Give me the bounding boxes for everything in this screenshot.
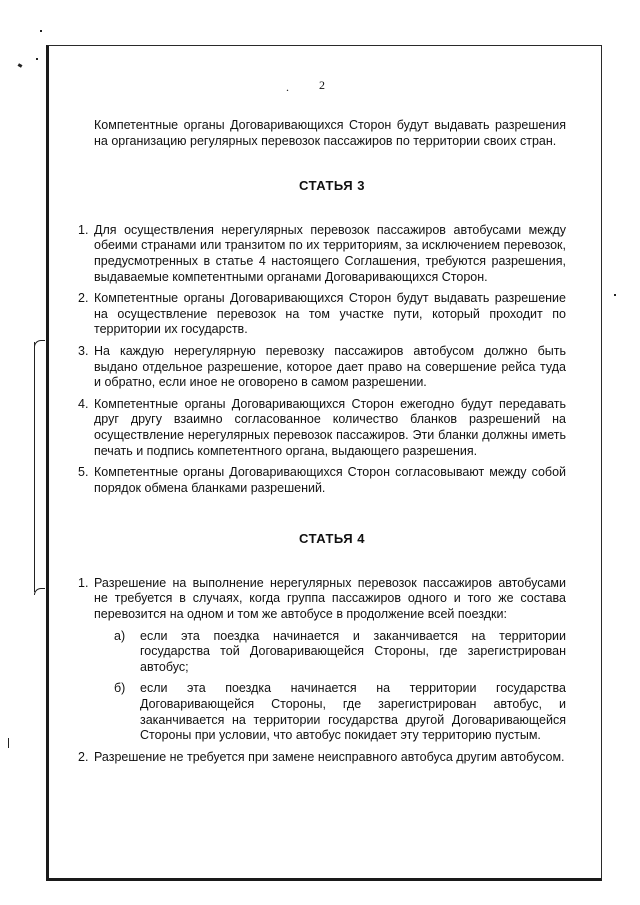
page-number (0, 78, 640, 93)
item-number: 4. (78, 396, 89, 411)
list-item (78, 291, 566, 338)
item-text: Разрешение на выполнение нерегулярных перевозок пассажиров автобусами не требуется в случаях, когда группа пассажиров одного и того же состава перевозится на одном и том же автобусе в продолжение всей поездки: (94, 575, 566, 622)
article-3-heading: СТАТЬЯ 3 (299, 178, 365, 194)
scan-speck (36, 58, 38, 60)
sub-item-text: если эта поездка начинается и заканчивается на территории государства той Договаривающейся Стороны, где зарегистрирован автобус; (140, 628, 566, 674)
article-3-list (78, 223, 566, 497)
article-4-list (78, 576, 566, 766)
page-dot: . (286, 80, 289, 94)
margin-bracket-mark (34, 342, 45, 592)
sub-item-letter: б) (114, 681, 126, 696)
list-item (78, 397, 566, 459)
item-number: 3. (78, 343, 89, 358)
scan-speck (18, 63, 23, 68)
sub-item (94, 629, 566, 676)
sub-item-text: если эта поездка начинается на территории государства Договаривающейся Стороны, где зарегистрирован автобус, и заканчивается на территории государства другой Договаривающейся Стороны при условии, что автобус покидает эту территорию пустым. (140, 681, 566, 743)
margin-bracket-mark (34, 340, 45, 347)
sub-item (94, 681, 566, 743)
item-text: Компетентные органы Договаривающихся Сторон будут выдавать разрешение на осуществление перевозок на том участке пути, который проходит по территории их государств. (94, 291, 566, 337)
item-text: Компетентные органы Договаривающихся Сторон согласовывают между собой порядок обмена бланками разрешений. (94, 465, 566, 495)
list-item (78, 344, 566, 391)
item-number: 5. (78, 465, 89, 480)
list-item (78, 576, 566, 744)
margin-bracket-mark (34, 588, 45, 595)
item-number: 2. (78, 291, 89, 306)
list-item (78, 750, 566, 766)
page-number-value: 2 (319, 78, 325, 92)
item-number: 1. (78, 575, 89, 590)
sub-item-letter: а) (114, 628, 126, 643)
item-number: 1. (78, 222, 89, 237)
scan-speck (614, 294, 616, 296)
scan-speck (8, 738, 9, 748)
item-text: Компетентные органы Договаривающихся Сторон ежегодно будут передавать друг другу взаимно согласованное количество бланков разрешений на осуществление нерегулярных перевозок пассажиров. Эти бланки должны иметь печать и подпись компетентного органа, выдающего разрешения. (94, 396, 566, 458)
list-item (78, 465, 566, 496)
item-text: На каждую нерегулярную перевозку пассажиров автобусом должно быть выдано отдельное разрешение, которое дает право на совершение рейса туда и обратно, если иное не оговорено в самом разрешении. (94, 343, 566, 390)
item-number: 2. (78, 749, 89, 764)
sub-list (94, 629, 566, 744)
scan-speck (40, 30, 42, 32)
article-4-heading: СТАТЬЯ 4 (299, 531, 365, 547)
item-text: Разрешение не требуется при замене неисправного автобуса другим автобусом. (94, 749, 565, 764)
list-item (78, 223, 566, 285)
document-body (78, 118, 566, 771)
item-text: Для осуществления нерегулярных перевозок пассажиров автобусами между обеими странами или транзитом по их территориям, за исключением перевозок, предусмотренных в статье 4 настоящего Соглашения, требуются разрешения, выдаваемые компетентными органами Договаривающихся Сторон. (94, 222, 566, 284)
intro-paragraph: Компетентные органы Договаривающихся Сторон будут выдавать разрешения на организацию регулярных перевозок пассажиров по территории своих стран. (94, 118, 566, 148)
